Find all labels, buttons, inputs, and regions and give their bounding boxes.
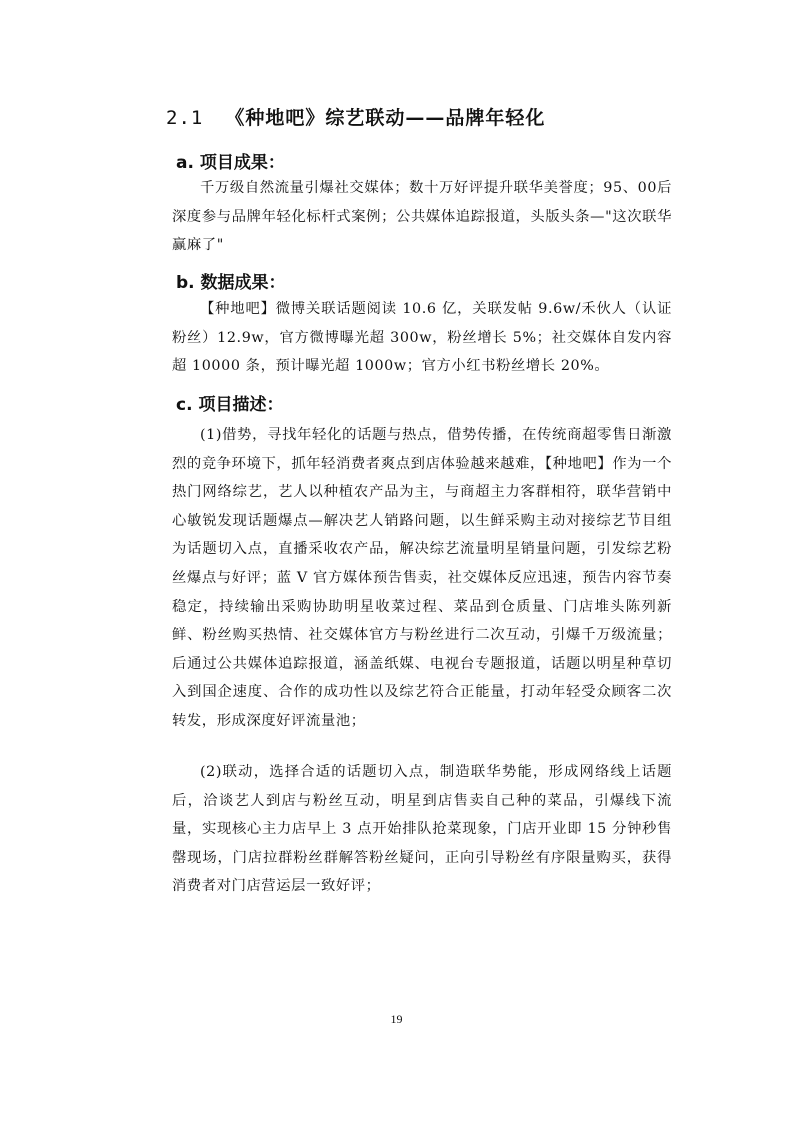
section-heading xyxy=(166,103,545,130)
page-number: 19 xyxy=(390,1012,403,1026)
data-results-text: 【种地吧】微博关联话题阅读 10.6 亿，关联发帖 9.6w/禾伙人（认证粉丝）12.9w，官方微博曝光超 300w，粉丝增长 5%；社交媒体自发内容超 10000 条，预计曝光超 1000w；官方小红书粉丝增长 20%。 xyxy=(172,301,672,375)
data-results-heading: b. 数据成果： xyxy=(176,273,286,293)
section-title: 《种地吧》综艺联动——品牌年轻化 xyxy=(225,107,546,129)
results-heading: a. 项目成果： xyxy=(176,153,285,173)
description-paragraph-2: (2)联动，选择合适的话题切入点，制造联华势能，形成网络线上话题后，洽谈艺人到店与粉丝互动，明星到店售卖自己种的菜品，引爆线下流量，实现核心主力店早上 3 点开始排队抢菜现象，门店开业即 15 分钟秒售罄现场，门店拉群粉丝群解答粉丝疑问，正向引导粉丝有序限量购买，获得消费者对门店营运层一致好评； xyxy=(172,764,672,895)
section-number: 2.1 xyxy=(166,107,204,129)
description-paragraph-1: (1)借势，寻找年轻化的话题与热点，借势传播，在传统商超零售日渐激烈的竞争环境下，抓年轻消费者爽点到店体验越来越难，【种地吧】作为一个热门网络综艺，艺人以种植农产品为主，与商超主力客群相符，联华营销中心敏锐发现话题爆点—解决艺人销路问题，以生鲜采购主动对接综艺节目组为话题切入点，直播采收农产品，解决综艺流量明星销量问题，引发综艺粉丝爆点与好评；蓝 V 官方媒体预告售卖，社交媒体反应迅速，预告内容节奏稳定，持续输出采购协助明星收菜过程、菜品到仓质量、门店堆头陈列新鲜、粉丝购买热情、社交媒体官方与粉丝进行二次互动，引爆千万级流量；后通过公共媒体追踪报道，涵盖纸媒、电视台专题报道，话题以明星种草切入到国企速度、合作的成功性以及综艺符合正能量，打动年轻受众顾客二次转发，形成深度好评流量池； xyxy=(172,427,672,729)
results-text: 千万级自然流量引爆社交媒体；数十万好评提升联华美誉度；95、00后深度参与品牌年轻化标杆式案例；公共媒体追踪报道，头版头条—"这次联华赢麻了" xyxy=(172,180,672,254)
description-heading: c. 项目描述： xyxy=(176,395,284,415)
